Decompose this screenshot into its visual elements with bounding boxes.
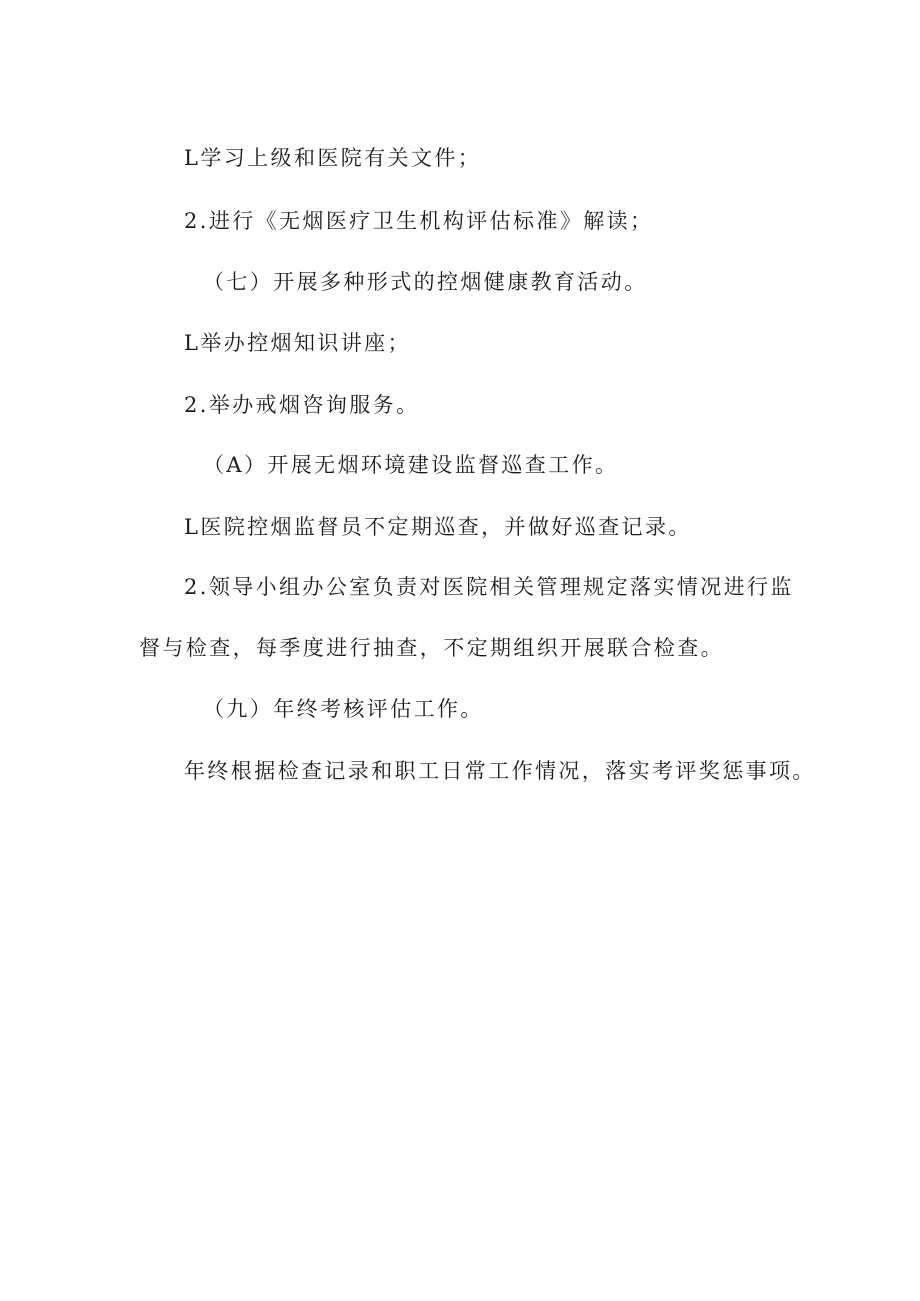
list-item-supervision: 2.领导小组办公室负责对医院相关管理规定落实情况进行监 [184,575,794,599]
section-heading-nine: （九）年终考核评估工作。 [203,697,484,721]
list-item-study-documents: L学习上级和医院有关文件； [184,146,482,170]
list-item-consulting: 2.举办戒烟咨询服务。 [184,393,420,417]
list-item-supervision-continued: 督与检查，每季度进行抽查，不定期组织开展联合检查。 [139,636,724,660]
section-heading-eight: （A）开展无烟环境建设监督巡查工作。 [203,453,619,477]
list-item-standard-interpretation: 2.进行《无烟医疗卫生机构评估标准》解读； [184,209,654,233]
list-item-inspection: L医院控烟监督员不定期巡查，并做好巡查记录。 [184,515,692,539]
list-item-lectures: L举办控烟知识讲座； [184,331,411,355]
paragraph-year-end: 年终根据检查记录和职工日常工作情况，落实考评奖惩事项。 [184,759,816,783]
section-heading-seven: （七）开展多种形式的控烟健康教育活动。 [203,270,648,294]
